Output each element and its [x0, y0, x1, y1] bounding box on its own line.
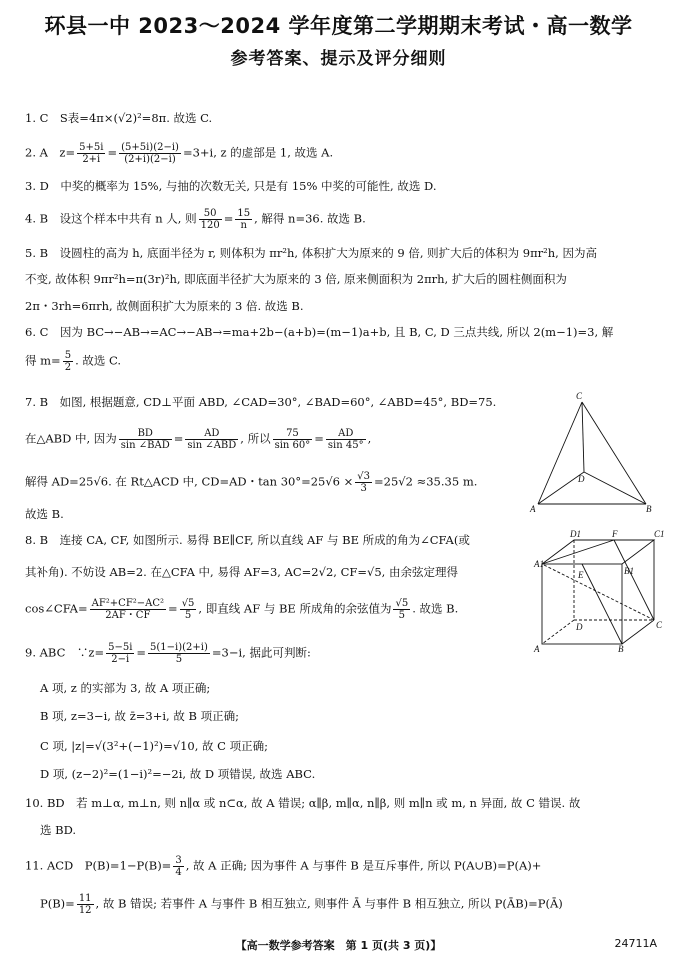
page-title: 环县一中 2023～2024 学年度第二学期期末考试・高一数学	[44, 14, 633, 38]
answer-8-line-1: 8. B 连接 CA, CF, 如图所示. 易得 BE∥CF, 所以直线 AF 与 BE 所成的角为∠CFA(或	[25, 533, 470, 547]
answer-11-line-1: 11. ACD P(B)=1−P(B)= $\frac{3}{4}$ , 故 A 正确; 因为事件 A 与事件 B 是互斥事件, 所以 P(A∪B)=P(A)+	[25, 855, 542, 878]
line-ca	[542, 564, 654, 620]
answer-6-line-1: 6. C 因为 BC→−AB→=AC→−AB→=ma+2b−(a+b)=(m−1)a+b, 且 B, C, D 三点共线, 所以 2(m−1)=3, 解	[25, 325, 614, 339]
fraction: $\frac{5+5i}{2+i}$	[79, 142, 104, 165]
edge-db	[584, 472, 646, 504]
answer-8-line-2: 其补角). 不妨设 AB=2. 在△CFA 中, 易得 AF=3, AC=2√2, CF=√5, 由余弦定理得	[25, 565, 458, 579]
line-cf	[614, 540, 654, 620]
vertex-label-a1: A1	[534, 559, 544, 569]
fraction: $\frac{√3}{3}$	[357, 471, 371, 494]
fraction: $\frac{√5}{5}$	[181, 598, 195, 621]
answer-5-line-1: 5. B 设圆柱的高为 h, 底面半径为 r, 则体积为 πr²h, 体积扩大为原来的 9 倍, 则扩大后的体积为 9πr²h, 因为高	[25, 246, 597, 260]
answer-7-line-2: 在△ABD 中, 因为 $\frac{BD}{\text{sin ∠BAD}}$ = $\frac{AD}{\text{sin ∠ABD}}$ , 所以 $\frac{75}{\sin 60^\circ}$ = $\frac{AD}{\sin 45^\circ}$ ,	[25, 428, 372, 451]
answer-8-line-3: cos∠CFA= $\frac{\text{AF²+CF²−AC²}}{2AF・CF}$ = $\frac{√5}{5}$ , 即直线 AF 与 BE 所成角的余弦值为 $\frac{√5}{5}$ . 故选 B.	[25, 598, 459, 621]
cube-edge	[542, 620, 574, 644]
page-footer: 【高一数学参考答案 第 1 页(共 3 页)】	[235, 939, 442, 952]
cube-edge	[622, 620, 654, 644]
fraction: $\frac{11}{12}$	[78, 893, 92, 916]
fraction: $\frac{75}{\sin 60^\circ}$	[274, 428, 311, 451]
fraction: $\frac{50}{120}$	[200, 208, 220, 231]
fraction: $\frac{BD}{\text{sin ∠BAD}}$	[120, 428, 170, 451]
answer-3: 3. D 中奖的概率为 15%, 与抽的次数无关, 只是有 15% 中奖的可能性, 故选 D.	[25, 179, 437, 193]
fraction: $\frac{√5}{5}$	[395, 598, 409, 621]
document-code: 24711A	[614, 937, 657, 950]
vertex-label-d: D	[578, 474, 585, 484]
answer-2: 2. A z= $\frac{5+5i}{2+i}$ = $\frac{(5+5i)(2-i)}{(2+i)(2-i)}$ =3+i, z 的虚部是 1, 故选 A.	[25, 142, 334, 165]
answer-7-line-3: 解得 AD=25√6. 在 Rt△ACD 中, CD=AD・tan 30°=25√6 × $\frac{√3}{3}$ =25√2 ≈35.35 m.	[25, 471, 478, 494]
vertex-label-a: A	[534, 644, 540, 654]
answer-7-line-1: 7. B 如图, 根据题意, CD⊥平面 ABD, ∠CAD=30°, ∠BAD=60°, ∠ABD=45°, BD=75.	[25, 395, 497, 409]
fraction: $\frac{5(1-i)(2+i)}{5}$	[150, 642, 208, 665]
answer-4: 4. B 设这个样本中共有 n 人, 则 $\frac{50}{120}$ = $\frac{15}{n}$ , 解得 n=36. 故选 B.	[25, 208, 366, 231]
answer-5-line-2: 不变, 故体积 9πr²h=π(3r)²h, 即底面半径扩大为原来的 3 倍, 原来侧面积为 2πrh, 扩大后的圆柱侧面积为	[25, 272, 567, 286]
answer-2-head: 2. A z=	[25, 145, 76, 160]
fraction: $\frac{(5+5i)(2-i)}{(2+i)(2-i)}$	[121, 142, 179, 165]
answer-9-item-b: B 项, z=3−i, 故 z̄=3+i, 故 B 项正确;	[40, 709, 239, 723]
vertex-label-a: A	[530, 504, 536, 514]
answer-6-line-2: 得 m= $\frac{5}{2}$ . 故选 C.	[25, 350, 122, 373]
vertex-label-b: B	[618, 644, 624, 654]
vertex-label-e: E	[578, 570, 584, 580]
fraction: $\frac{AD}{\sin 45^\circ}$	[327, 428, 364, 451]
cube-back-edges	[542, 540, 654, 564]
cube-figure	[532, 530, 664, 652]
answer-7-line-4: 故选 B.	[25, 507, 64, 521]
vertex-label-b: B	[646, 504, 652, 514]
answer-10-line-1: 10. BD 若 m⊥α, m⊥n, 则 n∥α 或 n⊂α, 故 A 错误; α∥β, m∥α, n∥β, 则 m∥n 或 m, n 异面, 故 C 错误. 故	[25, 796, 581, 810]
vertex-label-f: F	[612, 529, 618, 539]
tetrahedron-figure	[528, 392, 658, 514]
page-subtitle: 参考答案、提示及评分细则	[230, 49, 447, 69]
answer-11-line-2: P(B)= $\frac{11}{12}$ , 故 B 错误; 若事件 A 与事件 B 相互独立, 则事件 Ā 与事件 B 相互独立, 所以 P(ĀB)=P(Ā)	[40, 893, 563, 916]
answer-10-line-2: 选 BD.	[40, 823, 77, 837]
line-be	[582, 564, 622, 644]
vertex-label-d1: D1	[570, 529, 581, 539]
vertex-label-c: C	[656, 620, 663, 630]
line-af	[542, 540, 614, 564]
fraction: $\frac{15}{n}$	[237, 208, 251, 231]
fraction: $\frac{\text{AF²+CF²−AC²}}{2AF・CF}$	[91, 598, 165, 621]
fraction: $\frac{5}{2}$	[64, 350, 72, 373]
edge-cb	[582, 402, 646, 504]
fraction: $\frac{3}{4}$	[175, 855, 182, 878]
fraction: $\frac{5-5i}{2-i}$	[108, 642, 133, 665]
answer-9-item-c: C 项, |z|=√(3²+(−1)²)=√10, 故 C 项正确;	[40, 739, 269, 753]
fraction: $\frac{AD}{\text{sin ∠ABD}}$	[187, 428, 237, 451]
vertex-label-b1: B1	[624, 566, 634, 576]
answer-9-item-a: A 项, z 的实部为 3, 故 A 项正确;	[40, 681, 211, 695]
edge-cd	[582, 402, 584, 472]
answer-9: 9. ABC ∵z= $\frac{5-5i}{2-i}$ = $\frac{5(1-i)(2+i)}{5}$ =3−i, 据此可判断:	[25, 642, 311, 665]
answer-1: 1. C S表=4π×(√2)²=8π. 故选 C.	[25, 111, 213, 125]
answer-5-line-3: 2π・3rh=6πrh, 故侧面积扩大为原来的 3 倍. 故选 B.	[25, 299, 304, 313]
vertex-label-c: C	[576, 391, 583, 401]
vertex-label-c1: C1	[654, 529, 665, 539]
answer-9-item-d: D 项, (z−2)²=(1−i)²=−2i, 故 D 项错误, 故选 ABC.	[40, 767, 316, 781]
vertex-label-d: D	[576, 622, 583, 632]
